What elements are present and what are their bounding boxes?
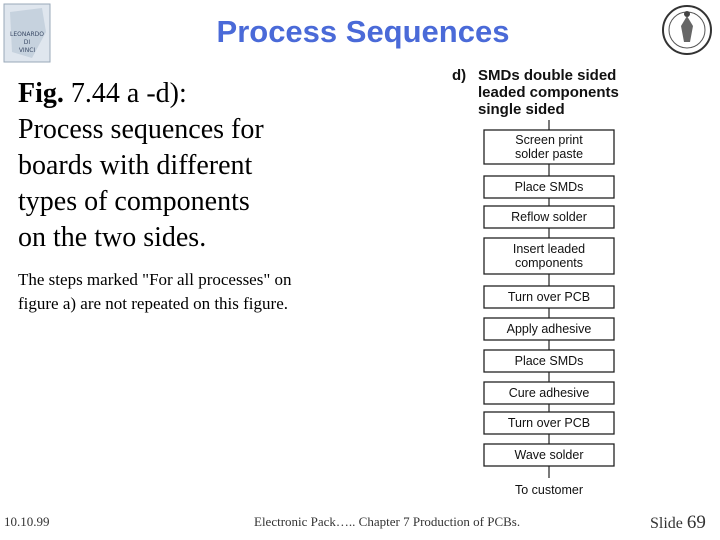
process-step-label: Apply adhesive [506, 322, 592, 336]
figure-caption [18, 76, 318, 256]
flow-svg [440, 62, 680, 502]
diagram-heading-line: SMDs double sided [478, 67, 617, 84]
diagram-heading-line: leaded components [478, 84, 619, 101]
process-step-label: Turn over PCB [507, 416, 591, 430]
slide-label: Slide [650, 515, 683, 532]
process-step-label: Wave solder [514, 448, 584, 462]
process-step-label: Reflow solder [511, 210, 587, 224]
svg-text:LEONARDO: LEONARDO [10, 31, 44, 38]
caption-line: Process sequences for [18, 114, 264, 145]
final-step-label: To customer [514, 483, 584, 497]
process-step-label: Place SMDs [514, 354, 584, 368]
caption-line: on the two sides. [18, 222, 207, 253]
process-step-label: Place SMDs [514, 180, 584, 194]
diagram-label: d) [452, 67, 467, 84]
fig-ref: 7.44 a -d): [63, 78, 187, 109]
slide-number [650, 512, 706, 534]
svg-text:DI: DI [23, 39, 31, 46]
figure-note: The steps marked "For all processes" on figure a) are not repeated on this figure. [18, 270, 292, 313]
slide-number-value: 69 [686, 512, 706, 533]
process-step-label: Cure adhesive [508, 386, 590, 400]
caption-line: boards with different [18, 150, 253, 181]
process-step-label: Screen print [515, 133, 583, 147]
footer-course: Electronic Pack….. Chapter 7 Production of PCBs. [254, 514, 521, 529]
process-step-label: solder paste [514, 147, 584, 161]
slide-title: Process Sequences [216, 14, 510, 49]
fig-label: Fig. [18, 78, 64, 109]
process-step-label: Insert leaded [512, 242, 586, 256]
process-step-label: Turn over PCB [507, 290, 591, 304]
footer-date: 10.10.99 [4, 514, 50, 529]
process-step-label: components [514, 256, 584, 270]
caption-line: types of components [18, 186, 250, 217]
diagram-heading-line: single sided [478, 101, 565, 118]
university-seal-icon [660, 2, 714, 58]
svg-text:VINCI: VINCI [18, 47, 36, 54]
process-flow-diagram [440, 62, 680, 502]
